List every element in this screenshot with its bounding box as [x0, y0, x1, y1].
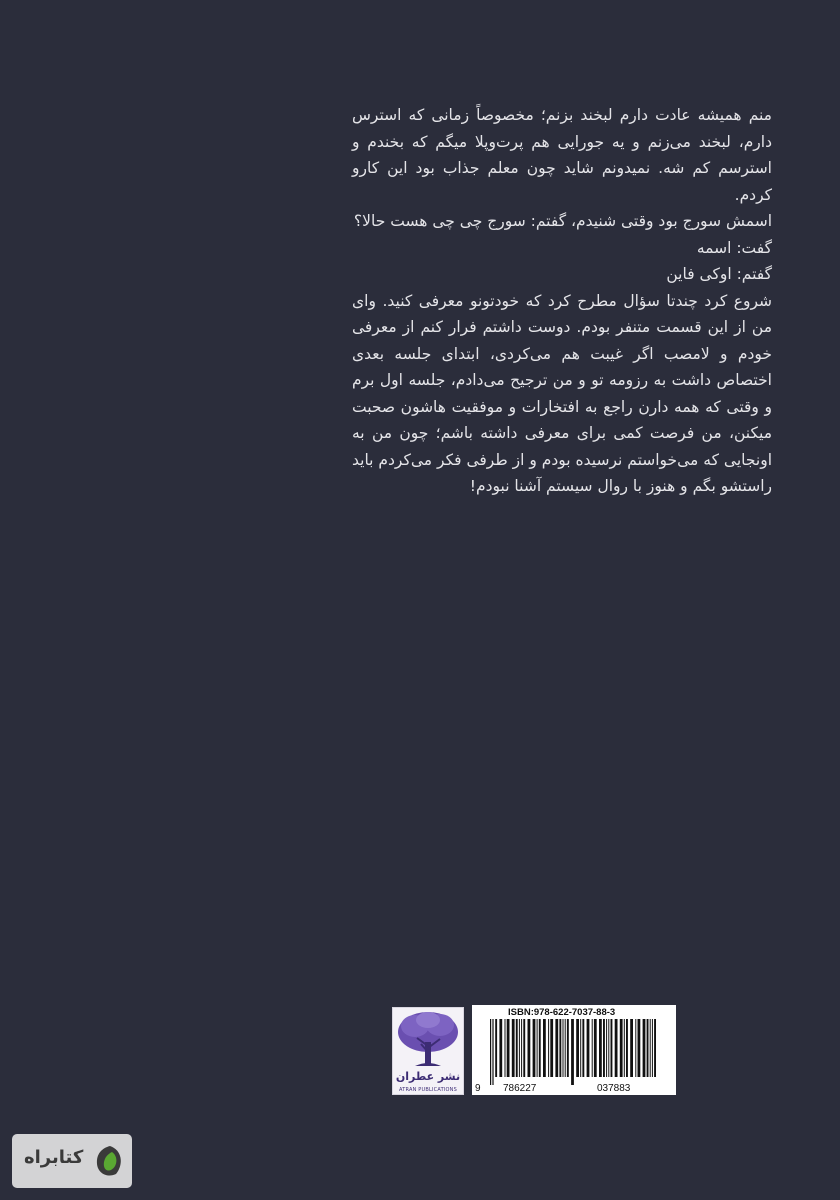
barcode-bar — [555, 1019, 558, 1077]
barcode-bar — [615, 1019, 618, 1077]
tree-icon — [393, 1008, 463, 1070]
barcode-bar — [499, 1019, 502, 1077]
barcode-bar — [599, 1019, 602, 1077]
barcode-bar — [565, 1019, 566, 1077]
barcode-bars — [480, 1019, 668, 1087]
barcode-digits-left: 786227 — [503, 1083, 537, 1094]
blurb-paragraph-1: منم همیشه عادت دارم لبخند بزنم؛ مخصوصاً زمانی که استرس دارم، لبخند می‌زنم و یه جورایی هم پرت‌وپلا میگم که بخندم و استرسم کم شه. نمیدونم شاید چون معلم جذاب بود این کارو کردم. — [352, 106, 772, 204]
barcode-bar — [603, 1019, 605, 1077]
publisher-logo — [392, 1007, 464, 1095]
barcode-bar — [582, 1019, 584, 1077]
blurb-paragraph-4: گفتم: اوکی فاین — [666, 265, 772, 283]
barcode-bar — [638, 1019, 641, 1077]
barcode-bar — [563, 1019, 564, 1077]
barcode-bar — [543, 1019, 546, 1077]
barcode-bar — [523, 1019, 525, 1077]
barcode-bar — [495, 1019, 497, 1077]
ketabrah-leaf-icon — [94, 1144, 126, 1178]
barcode-bar — [594, 1019, 597, 1077]
watermark-text: کتابراه — [24, 1147, 84, 1168]
barcode-bar — [620, 1019, 623, 1077]
barcode-bar — [539, 1019, 541, 1077]
back-cover-blurb — [352, 102, 772, 500]
barcode-bar — [647, 1019, 649, 1077]
barcode-bar — [611, 1019, 613, 1077]
publisher-name-en: ATRAN PUBLICATIONS — [399, 1087, 457, 1093]
blurb-paragraph-5: شروع کرد چندتا سؤال مطرح کرد که خودتونو معرفی کنید. وای من از این قسمت متنفر بودم. دوست داشتم فرار کنم از معرفی خودم و لامصب اگر غیبت هم می‌کردی، ابتدای جلسه بعدی اختصاص داشت به رزومه تو و من ترجیح می‌دادم، جلسه اول برم و وقتی که همه دارن راجع به افتخارات و موفقیت هاشون صحبت میکنن، من فرصت کمی برای معرفی داشته باشم؛ چون من به اونجایی که می‌خواستم نرسیده بودم و از طرفی فکر می‌کردم باید راستشو بگم و هنوز با روال سیستم آشنا نبودم! — [352, 291, 772, 495]
barcode-bar — [516, 1019, 518, 1077]
barcode-bar — [533, 1019, 536, 1077]
barcode-bar — [559, 1019, 561, 1077]
barcode-bar — [548, 1019, 549, 1077]
barcode-bar — [507, 1019, 510, 1077]
barcode-bar — [492, 1019, 493, 1085]
blurb-paragraph-2: اسمش سورج بود وقتی شنیدم، گفتم: سورج چی چی هست حالا؟ — [353, 212, 772, 230]
barcode-digit-first: 9 — [475, 1083, 481, 1094]
publisher-name-fa: نشر عطران — [395, 1070, 461, 1083]
barcode-bar — [624, 1019, 625, 1077]
isbn-label: ISBN:978-622-7037-88-3 — [508, 1007, 616, 1018]
barcode-bar — [643, 1019, 646, 1077]
barcode-bar — [630, 1019, 633, 1077]
barcode-bar — [650, 1019, 651, 1077]
barcode-bar — [635, 1019, 636, 1077]
barcode-bar — [521, 1019, 522, 1077]
barcode-bar — [580, 1019, 581, 1077]
barcode-bar — [505, 1019, 506, 1077]
barcode-bar — [537, 1019, 538, 1077]
barcode-bar — [587, 1019, 590, 1077]
barcode-bar — [571, 1019, 574, 1085]
barcode-bar — [519, 1019, 520, 1077]
barcode-bar — [608, 1019, 609, 1077]
barcode-bar — [490, 1019, 491, 1085]
blurb-paragraph-3: گفت: اسمه — [696, 238, 772, 257]
isbn-barcode — [472, 1005, 676, 1095]
barcode-bar — [592, 1019, 593, 1077]
barcode-bar — [576, 1019, 579, 1077]
barcode-bar — [626, 1019, 628, 1077]
ketabrah-watermark — [12, 1134, 132, 1188]
barcode-bar — [652, 1019, 653, 1077]
barcode-bar — [528, 1019, 531, 1077]
barcode-bar — [512, 1019, 515, 1077]
barcode-digits-right: 037883 — [597, 1083, 631, 1094]
barcode-bar — [567, 1019, 569, 1077]
barcode-bar — [550, 1019, 553, 1077]
barcode-bar — [654, 1019, 656, 1077]
barcode-bar — [606, 1019, 607, 1077]
